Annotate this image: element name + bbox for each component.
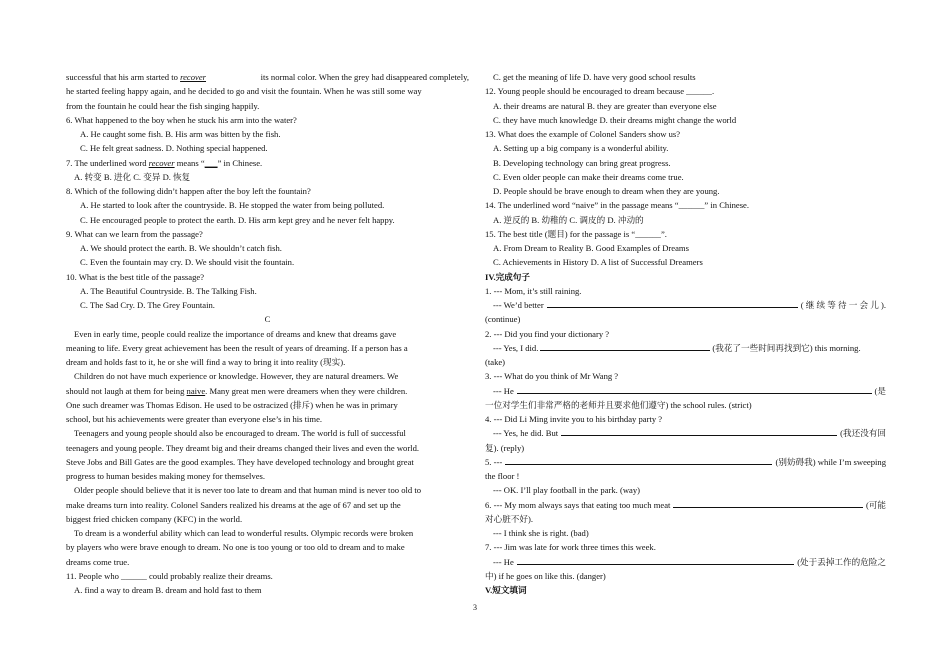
passage-b-line: from the fountain he could hear the fish singing happily. (66, 100, 260, 111)
passage-c-line: Children do not have much experience or knowledge. However, they are natural dreamers. We (74, 371, 399, 382)
sentence-5-answer: --- OK. I’ll play football in the park. (way) (493, 485, 641, 496)
section-v-heading: V.短文填词 (485, 585, 527, 595)
question-12: 12. Young people should be encouraged to dream because ______. (485, 86, 715, 97)
section-iv-heading: IV.完成句子 (485, 271, 530, 282)
question-15: 15. The best title (题目) for the passage is “______”. (485, 228, 667, 239)
question-14: 14. The underlined word “naive” in the passage means “______” in Chinese. (485, 200, 750, 211)
question-11: 11. People who ______ could probably realize their dreams. (66, 570, 273, 581)
sentence-2-keyword: (take) (485, 357, 506, 367)
underlined-word-recover: recover (180, 72, 207, 82)
question-13: 13. What does the example of Colonel Sanders show us? (485, 129, 681, 139)
question-14-options: A. 逆反的 B. 幼稚的 C. 调皮的 D. 冲动的 (493, 214, 644, 225)
sentence-7-answer: --- He (处于丢掉工作的危险之 (493, 556, 886, 567)
question-10: 10. What is the best title of the passage? (66, 271, 205, 282)
question-7: 7. The underlined word recover means “___” in Chinese. (66, 157, 263, 168)
sentence-2-answer: --- Yes, I did. (我花了一些时间再找到它) this morning. (493, 342, 861, 353)
question-10-options-cd: C. The Sad Cry. D. The Grey Fountain. (80, 300, 215, 310)
passage-c-line: Steve Jobs and Bill Gates are the good examples. They have developed technology and brought great (66, 456, 414, 467)
passage-c-line: school, but his achievements were greater than everyone else’s in his time. (66, 414, 323, 424)
question-11-options-ab: A. find a way to dream B. dream and hold fast to them (74, 585, 262, 595)
passage-c-line: biggest fried chicken company (KFC) in the world. (66, 513, 243, 524)
passage-c-line: meaning to life. Every great achievement has been the result of years of dreaming. If a person has a (66, 342, 408, 353)
answer-blank[interactable] (547, 298, 798, 308)
question-13-option-a: A. Setting up a big company is a wonderful ability. (493, 143, 669, 154)
question-10-options-ab: A. The Beautiful Countryside. B. The Talking Fish. (80, 285, 257, 296)
sentence-6-continuation: 对心脏不好). (485, 513, 533, 524)
passage-b-line: he started feeling happy again, and he decided to go and visit the fountain. When he was still some way (66, 86, 422, 97)
passage-c-line: by players who were brave enough to dream. No one is too young or too old to dream and to make (66, 542, 405, 553)
question-6-options-cd: C. He felt great sadness. D. Nothing special happened. (80, 143, 268, 154)
sentence-5-question: 5. --- (别妨碍我) while I’m sweeping (485, 456, 886, 467)
question-9-options-ab: A. We should protect the earth. B. We shouldn’t catch fish. (80, 243, 282, 253)
answer-blank: ___ (204, 157, 218, 168)
passage-c-line: Teenagers and young people should also be encouraged to dream. The world is full of successful (74, 428, 406, 439)
passage-c-line: dreams come true. (66, 556, 130, 567)
answer-blank[interactable] (517, 555, 794, 565)
passage-c-line: progress to human besides making money for themselves. (66, 471, 266, 481)
question-12-options-ab: A. their dreams are natural B. they are greater than everyone else (493, 100, 717, 111)
sentence-7-question: 7. --- Jim was late for work three times this week. (485, 542, 656, 553)
underlined-word-naive: naive (186, 385, 206, 396)
sentence-1-keyword: (continue) (485, 314, 521, 325)
question-11-options-cd: C. get the meaning of life D. have very good school results (493, 72, 696, 82)
answer-blank[interactable] (673, 498, 862, 508)
question-13-option-b: B. Developing technology can bring great progress. (493, 157, 671, 168)
question-12-options-cd: C. they have much knowledge D. their dreams might change the world (493, 114, 737, 125)
answer-blank[interactable] (505, 455, 772, 465)
answer-blank[interactable] (561, 426, 837, 436)
question-8-options-ab: A. He started to look after the countryside. B. He stopped the water from being polluted. (80, 200, 385, 211)
question-9: 9. What can we learn from the passage? (66, 228, 203, 239)
passage-b-line: successful that his arm started to recover its normal color. When the grey had disappeared completely, (66, 72, 469, 82)
sentence-4-continuation: 复). (reply) (485, 442, 525, 453)
question-13-option-c: C. Even older people can make their dreams come true. (493, 171, 684, 182)
sentence-3-answer: --- He (是 (493, 385, 886, 396)
question-8: 8. Which of the following didn’t happen after the boy left the fountain? (66, 186, 311, 196)
sentence-2-question: 2. --- Did you find your dictionary ? (485, 328, 610, 339)
answer-blank[interactable] (517, 384, 872, 394)
sentence-4-question: 4. --- Did Li Ming invite you to his birthday party ? (485, 414, 663, 424)
question-8-options-cd: C. He encouraged people to protect the earth. D. His arm kept grey and he never felt happy. (80, 214, 395, 225)
sentence-6-question: 6. --- My mom always says that eating too much meat (可能 (485, 499, 886, 510)
section-c-heading: C (264, 314, 271, 325)
question-15-options-ab: A. From Dream to Reality B. Good Examples of Dreams (493, 243, 689, 253)
sentence-5-continuation: the floor ! (485, 471, 520, 481)
question-7-options: A. 转变 B. 进化 C. 变异 D. 恢复 (74, 171, 191, 182)
question-6-options-ab: A. He caught some fish. B. His arm was bitten by the fish. (80, 129, 281, 139)
answer-blank[interactable] (540, 341, 710, 351)
passage-c-line: should not laugh at them for being naive. Many great men were dreamers when they were children. (66, 385, 408, 396)
passage-c-line: Older people should believe that it is never too late to dream and that human mind is never too old to (74, 485, 422, 496)
question-6: 6. What happened to the boy when he stuck his arm into the water? (66, 114, 297, 125)
question-9-options-cd: C. Even the fountain may cry. D. We should visit the fountain. (80, 257, 295, 268)
sentence-3-question: 3. --- What do you think of Mr Wang ? (485, 371, 619, 382)
page-number: 3 (473, 603, 477, 612)
sentence-7-continuation: 中) if he goes on like this. (danger) (485, 570, 606, 581)
passage-c-line: Even in early time, people could realize the importance of dreams and knew that dreams gave (74, 328, 397, 339)
left-column (66, 70, 469, 597)
question-15-options-cd: C. Achievements in History D. A list of Successful Dreamers (493, 257, 703, 268)
question-13-option-d: D. People should be brave enough to dream when they are young. (493, 186, 720, 196)
sentence-3-continuation: 一位对学生们非常严格的老师并且要求他们遵守) the school rules. (strict) (485, 399, 752, 410)
passage-c-line: One such dreamer was Thomas Edison. He used to be ostracized (排斥) when he was in primary (66, 399, 398, 410)
sentence-6-answer: --- I think she is right. (bad) (493, 528, 589, 538)
passage-c-line: To dream is a wonderful ability which can lead to wonderful results. Olympic records were broken (74, 528, 414, 538)
passage-c-line: make dreams turn into reality. Colonel Sanders realized his dreams at the age of 67 and set up the (66, 499, 401, 510)
passage-c-line: dream and holds fast to it, he or she will find a way to bring it into reality (现实). (66, 357, 346, 367)
passage-c-line: teenagers and young people. They dreamt big and their dreams changed their lives and even the world. (66, 442, 420, 453)
sentence-4-answer: --- Yes, he did. But (我还没有回 (493, 428, 886, 439)
right-column (485, 70, 886, 597)
sentence-1-question: 1. --- Mom, it’s still raining. (485, 285, 582, 296)
sentence-1-answer: --- We’d better ( 继 续 等 待 一 会 儿 ). (493, 300, 886, 310)
